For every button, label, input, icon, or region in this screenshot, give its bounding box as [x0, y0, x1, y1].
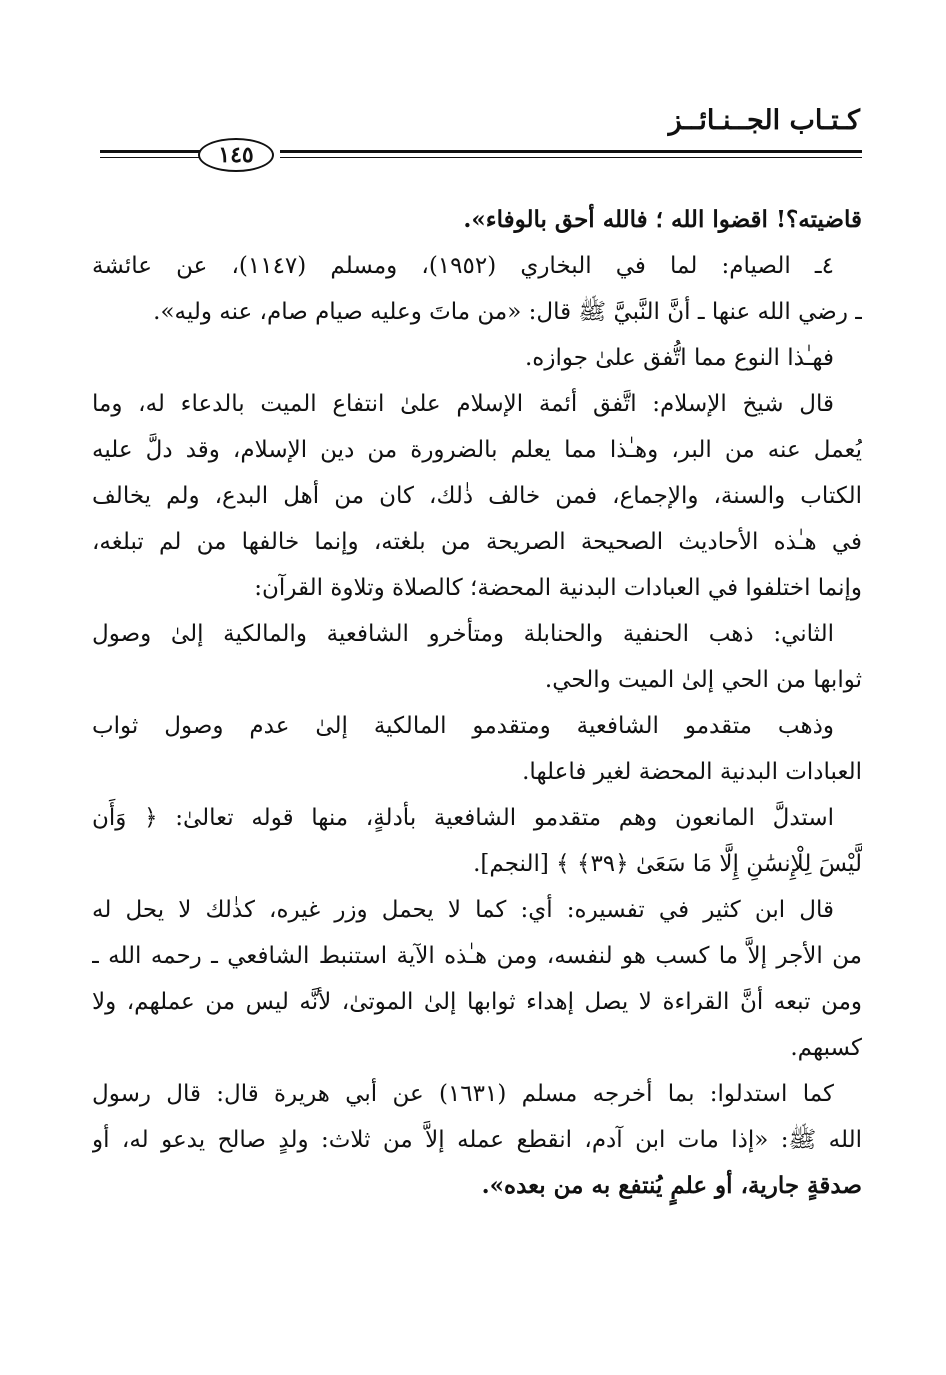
text-line: قال ابن كثير في تفسيره: أي: كما لا يحمل وزر غيره، كذٰلك لا يحل له: [92, 897, 834, 923]
text-line: استدلَّ المانعون وهم متقدمو الشافعية بأدلةٍ، منها قوله تعالىٰ: ﴿ وَأَن: [92, 805, 834, 831]
quran-verse-line: لَّيْسَ لِلْإِنسَٰنِ إِلَّا مَا سَعَىٰ ﴿٣٩﴾ ﴾ [النجم].: [473, 851, 862, 877]
text-line: من الأجر إلاَّ ما كسب هو لنفسه، ومن هـٰذه الآية استنبط الشافعي ـ رحمه الله ـ: [92, 943, 862, 969]
text-line: ـ رضي الله عنها ـ أنَّ النَّبيَّ ﷺ قال: «من ماتَ وعليه صيام صام، عنه وليه».: [153, 299, 862, 325]
text-line: في هـٰذه الأحاديث الصحيحة الصريحة من بلغته، وإنما خالفها من لم تبلغه،: [92, 529, 862, 555]
text-line: العبادات البدنية المحضة لغير فاعلها.: [522, 759, 862, 785]
running-title: كـتـاب الجــنـائــز: [668, 105, 860, 136]
header-rule: [280, 157, 862, 158]
text-line: وذهب متقدمو الشافعية ومتقدمو المالكية إلىٰ عدم وصول ثواب: [92, 713, 834, 739]
text-line: الكتاب والسنة، والإجماع، فمن خالف ذٰلك، كان من أهل البدع، ولم يخالف: [92, 483, 862, 509]
text-line: وإنما اختلفوا في العبادات البدنية المحضة؛ كالصلاة وتلاوة القرآن:: [254, 575, 862, 601]
hadith-line: صدقةٍ جارية، أو علمٍ يُنتفع به من بعده».: [481, 1172, 862, 1199]
text-line: قال شيخ الإسلام: اتَّفق أئمة الإسلام علىٰ انتفاع الميت بالدعاء له، وما: [92, 391, 834, 417]
text-line: الثاني: ذهب الحنفية والحنابلة ومتأخرو الشافعية والمالكية إلىٰ وصول: [92, 621, 834, 647]
text-line: قاضيته؟! اقضوا الله ؛ فالله أحق بالوفاء».: [463, 206, 862, 233]
text-line: فهـٰذا النوع مما اتُّفق علىٰ جوازه.: [525, 345, 834, 371]
text-line: كما استدلوا: بما أخرجه مسلم (١٦٣١) عن أبي هريرة قال: قال رسول: [92, 1081, 834, 1107]
hadith-line: الله ﷺ: «إذا مات ابن آدم، انقطع عمله إلاَّ من ثلاث: ولدٍ صالح يدعو له، أو: [92, 1127, 862, 1153]
text-line: كسبهم.: [790, 1035, 862, 1061]
page-number: ١٤٥: [198, 138, 274, 172]
header-rule: [280, 150, 862, 153]
text-line: ومن تبعه أنَّ القراءة لا يصل إهداء ثوابها إلىٰ الموتىٰ، لأنَّه ليس من عملهم، ولا: [92, 989, 862, 1015]
text-line: يُعمل عنه من البر، وهـٰذا مما يعلم بالضرورة من دين الإسلام، وقد دلَّ عليه: [92, 437, 862, 463]
text-line: ثوابها من الحي إلىٰ الميت والحي.: [544, 667, 862, 693]
body-text: [92, 197, 862, 1209]
text-line: ٤ـ الصيام: لما في البخاري (١٩٥٢)، ومسلم (١١٤٧)، عن عائشة: [92, 253, 835, 279]
